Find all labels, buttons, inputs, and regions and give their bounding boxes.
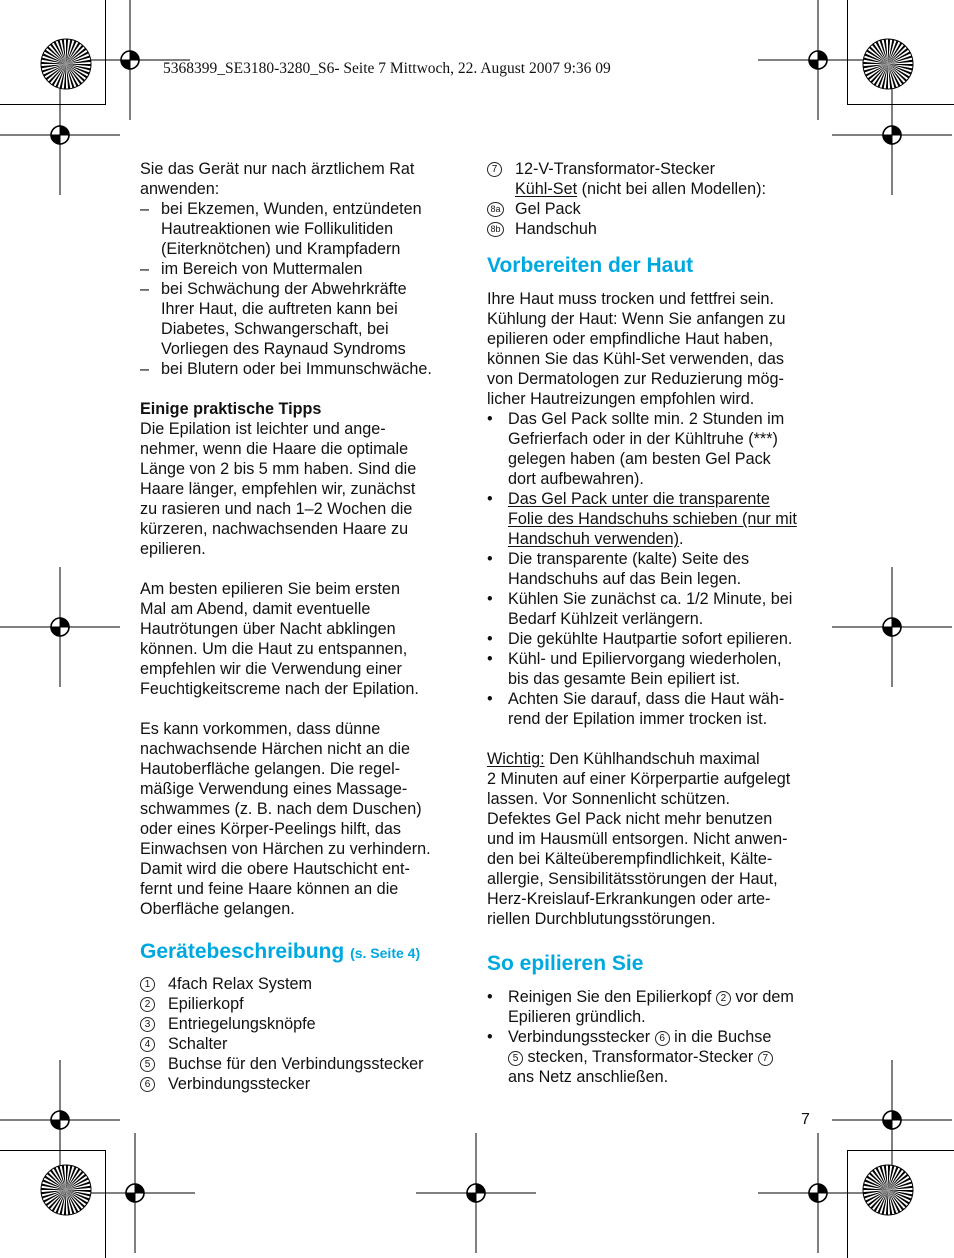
list-item: • Reinigen Sie den Epilierkopf 2 vor dem Epilieren gründlich. (487, 988, 794, 1026)
preparation-text: Ihre Haut muss trocken und fettfrei sein. Kühlung der Haut: Wenn Sie anfangen zu epilieren oder empfindliche Haut haben, können Sie das Kühl-Set verwenden, das von Dermatologen zur Reduzierung mög- licher Hautreizungen empfohlen wird. (487, 290, 786, 408)
section-heading-epilation: So epilieren Sie (487, 952, 644, 975)
registration-mark-icon (0, 1060, 120, 1180)
list-item: • Die gekühlte Hautpartie sofort epilieren. (487, 630, 793, 648)
star-target-icon (863, 1165, 913, 1215)
tips-paragraph-2: Am besten epilieren Sie beim ersten Mal am Abend, damit eventuelle Hautrötungen über Nacht abklingen können. Um die Haut zu entspannen, empfehlen wir die Verwendung einer Feuchtigkeitscreme nach der Epilation. (140, 580, 419, 698)
intro-text: Sie das Gerät nur nach ärztlichem Rat anwenden: (140, 160, 415, 198)
tips-paragraph-3: Es kann vorkommen, dass dünne nachwachsende Härchen nicht an die Hautoberfläche gelangen. Die regel- mäßige Verwendung eines Massage- schwammes (z. B. nach dem Duschen) oder eines Körper-Peelings hilft, das Einwachsen von Härchen zu verhindern. Damit wird die obere Hautschicht ent- fernt und feine Haare können an die Oberfläche gelangen. (140, 720, 431, 918)
list-item: – bei Schwächung der Abwehrkräfte Ihrer Haut, die auftreten kann bei Diabetes, Schwangerschaft, bei Vorliegen des Raynaud Syndroms (140, 280, 407, 358)
list-item: 1 4fach Relax System (140, 974, 470, 994)
list-item: • Kühl- und Epiliervorgang wiederholen, bis das gesamte Bein epiliert ist. (487, 650, 782, 688)
list-item: 2 Epilierkopf (140, 994, 470, 1014)
tips-heading: Einige praktische Tipps (140, 400, 322, 418)
registration-mark-icon (0, 567, 120, 687)
star-target-icon (41, 1165, 91, 1215)
list-item: • Das Gel Pack unter die transparente Folie des Handschuhs schieben (nur mit Handschuh verwenden). (487, 490, 797, 548)
registration-mark-icon (832, 75, 952, 195)
print-slug: 5368399_SE3180-3280_S6- Seite 7 Mittwoch, 22. August 2007 9:36 09 (163, 60, 611, 77)
list-item: 5 Buchse für den Verbindungsstecker (140, 1054, 470, 1074)
list-item: – bei Blutern oder bei Immunschwäche. (140, 360, 432, 378)
parts-list (140, 974, 470, 1094)
registration-mark-icon (416, 1133, 536, 1253)
contraindication-list (140, 199, 470, 379)
tips-paragraph-1: Die Epilation ist leichter und ange- nehmer, wenn die Haare die optimale Länge von 2 bis 5 mm haben. Sind die Haare länger, empfehlen wir, zunächst zu rasieren und nach 1–2 Wochen die kürzeren, nachwachsenden Haare zu epilieren. (140, 420, 417, 558)
list-item: – bei Ekzemen, Wunden, entzündeten Hautreaktionen wie Follikulitiden (Eiterknötchen) und Krampfadern (140, 200, 422, 258)
registration-mark-icon (75, 1133, 195, 1253)
star-target-icon (41, 39, 91, 89)
left-column (140, 159, 470, 1094)
registration-mark-icon (0, 75, 120, 195)
registration-mark-icon (832, 1060, 952, 1180)
registration-mark-icon (758, 1133, 878, 1253)
list-item: • Verbindungsstecker 6 in die Buchse 5 stecken, Transformator-Stecker 7 ans Netz anschließen. (487, 1028, 772, 1086)
registration-mark-icon (832, 567, 952, 687)
important-note: Wichtig: Den Kühlhandschuh maximal 2 Minuten auf einer Körperpartie aufgelegt lassen. Vor Sonnenlicht schützen. Defektes Gel Pack nicht mehr benutzen und im Hausmüll entsorgen. Nicht anwen- den bei Kälteüberempfindlichkeit, Kälte- allergie, Sensibilitätsstörungen der Haut, Herz-Kreislauf-Erkrankungen oder arte- riellen Durchblutungsstörungen. (487, 750, 791, 928)
list-item: • Das Gel Pack sollte min. 2 Stunden im Gefrierfach oder in der Kühltruhe (***) gelegen haben (am besten Gel Pack dort aufbewahren). (487, 410, 785, 488)
star-target-icon (863, 39, 913, 89)
list-item: • Kühlen Sie zunächst ca. 1/2 Minute, bei Bedarf Kühlzeit verlängern. (487, 590, 793, 628)
list-item: 7 12-V-Transformator-Stecker (487, 159, 817, 179)
list-item: 4 Schalter (140, 1034, 470, 1054)
list-item: • Achten Sie darauf, dass die Haut wäh- rend der Epilation immer trocken ist. (487, 690, 785, 728)
section-heading-preparation: Vorbereiten der Haut (487, 254, 694, 277)
registration-mark-icon (758, 0, 878, 120)
list-item: • Die transparente (kalte) Seite des Handschuhs auf das Bein legen. (487, 550, 750, 588)
preparation-steps (487, 409, 817, 729)
list-item: 8b Handschuh (487, 219, 817, 239)
list-item: – im Bereich von Muttermalen (140, 260, 363, 278)
list-item: 8a Gel Pack (487, 199, 817, 219)
page-number: 7 (801, 1111, 810, 1128)
kuehl-set-line: Kühl-Set (nicht bei allen Modellen): (515, 180, 767, 198)
right-column (487, 159, 817, 1087)
section-heading-description: Gerätebeschreibung (s. Seite 4) (140, 940, 421, 963)
epilation-steps (487, 987, 817, 1087)
list-item: 6 Verbindungsstecker (140, 1074, 470, 1094)
list-item: 3 Entriegelungsknöpfe (140, 1014, 470, 1034)
